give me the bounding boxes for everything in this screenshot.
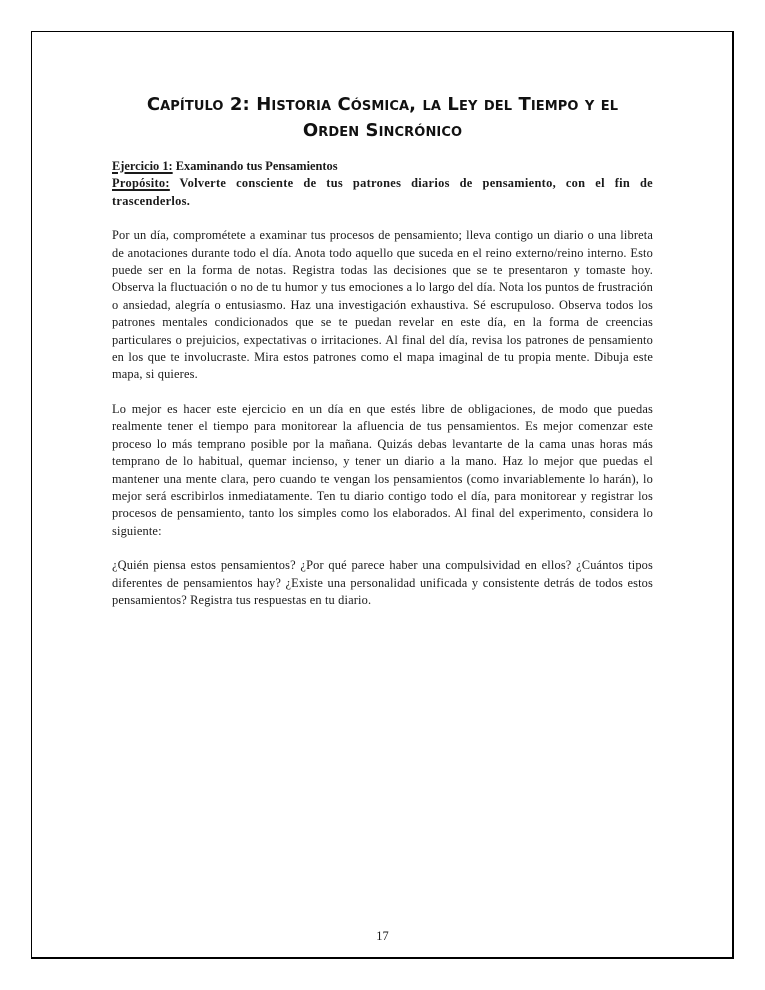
chapter-title-line-1: Capítulo 2: Historia Cósmica, la Ley del Tiempo y el [146, 94, 619, 115]
exercise-label: Ejercicio 1: [112, 159, 173, 173]
page-content [112, 158, 653, 609]
exercise-title: Examinando tus Pensamientos [175, 159, 338, 173]
exercise-purpose [112, 175, 653, 210]
body-paragraph-1: Por un día, comprométete a examinar tus procesos de pensamiento; lleva contigo un diario o una libreta de anotaciones durante todo el día. Anota todo aquello que suceda en el reino externo/reino interno. Esto puede ser en la forma de notas. Registra todas las decisiones que se te presentaron y tomaste hoy. Observa la fluctuación o no de tu humor y tus emociones a lo largo del día. Nota los puntos de frustración o ansiedad, alegría o entusiasmo. Haz una investigación exhaustiva. Sé escrupuloso. Observa todos los patrones mentales condicionados que se te puedan revelar en este día, en la forma de creencias particulares o prejuicios, expectativas o irritaciones. Al final del día, revisa los patrones de pensamiento en los que te involucraste. Mira estos patrones como el mapa imaginal de tu propia mente. Dibuja este mapa, si quieres. [112, 228, 653, 382]
chapter-title-line-2: Orden Sincrónico [302, 120, 463, 141]
purpose-label: Propósito: [112, 176, 170, 191]
exercise-heading [112, 158, 653, 175]
body-paragraph-2: Lo mejor es hacer este ejercicio en un día en que estés libre de obligaciones, de modo que puedas realmente tener el tiempo para monitorear la afluencia de tus pensamientos. Es mejor comenzar este proceso lo más temprano posible por la mañana. Quizás debas levantarte de la cama unas horas más temprano de lo habitual, quemar incienso, y tener un diario a la mano. Haz lo mejor que puedas el mantener una mente clara, pero cuando te vengan los pensamientos (como invariablemente lo harán), lo mejor será escribirlos inmediatamente. Ten tu diario contigo todo el día, para monitorear y registrar los procesos de pensamiento, tanto los simples como los elaborados. Al final del experimento, considera lo siguiente: [112, 401, 653, 538]
chapter-title [112, 92, 653, 144]
page-number: 17 [376, 929, 389, 943]
purpose-text: Volverte consciente de tus patrones diarios de pensamiento, con el fin de trascenderlos. [112, 176, 653, 208]
body-paragraph-3: ¿Quién piensa estos pensamientos? ¿Por qué parece haber una compulsividad en ellos? ¿Cuántos tipos diferentes de pensamientos hay? ¿Existe una personalidad unificada y consistente detrás de todos estos pensamientos? Registra tus respuestas en tu diario. [112, 558, 653, 607]
